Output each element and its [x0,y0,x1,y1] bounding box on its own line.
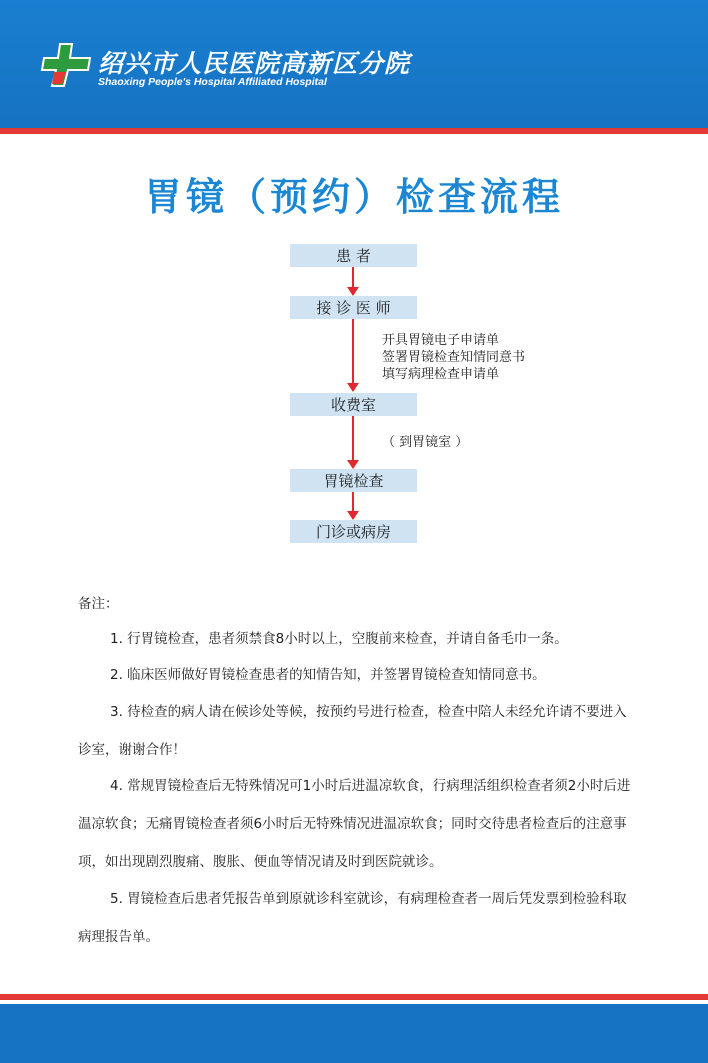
hospital-name: 绍兴市人民医院高新区分院 [98,49,411,78]
remark-item-1: 1. 行胃镜检查，患者须禁食8小时以上，空腹前来检查，并请自备毛巾一条。 [110,631,568,647]
flow-note-consent-form: 签署胃镜检查知情同意书 [382,350,526,365]
flow-note-pathology-form: 填写病理检查申请单 [382,367,500,382]
hospital-name-english: Shaoxing People's Hospital Affiliated Hospital [98,76,327,88]
page-title: 胃镜（预约）检查流程 [143,175,564,219]
hospital-cross-logo-icon [40,42,92,88]
flow-note-go-to-room: （ 到胃镜室 ） [382,435,469,450]
remark-item-4: 4. 常规胃镜检查后无特殊情况可1小时后进温凉软食，行病理活组织检查者须2小时后进温凉软食；无痛胃镜检查者须6小时后无特殊情况进温凉软食；同时交待患者检查后的注意事项，如出现剧烈腹痛、腹胀、便血等情况请及时到医院就诊。 [78,778,631,870]
header-white-stripe [0,134,708,138]
flow-step-gastroscopy: 胃镜检查 [290,469,417,492]
flow-arrow-1 [347,267,359,296]
flow-step-payment: 收费室 [290,393,417,416]
remarks-label: 备注： [78,596,119,612]
remark-item-5: 5. 胃镜检查后患者凭报告单到原就诊科室就诊，有病理检查者一周后凭发票到检验科取病理报告单。 [78,891,627,945]
footer-banner [0,1004,708,1063]
flow-step-outpatient-ward: 门诊或病房 [290,520,417,543]
remark-item-3: 3. 待检查的病人请在候诊处等候，按预约号进行检查，检查中陪人未经允许请不要进入诊室，谢谢合作！ [78,704,627,758]
remark-item-2: 2. 临床医师做好胃镜检查患者的知情告知，并签署胃镜检查知情同意书。 [110,667,546,683]
flow-arrow-2 [347,319,359,392]
flow-arrow-4 [347,492,359,520]
flow-arrow-3 [347,416,359,469]
flow-note-request-form: 开具胃镜电子申请单 [382,333,500,348]
flow-step-doctor: 接 诊 医 师 [290,296,417,319]
flow-step-patient: 患 者 [290,244,417,267]
